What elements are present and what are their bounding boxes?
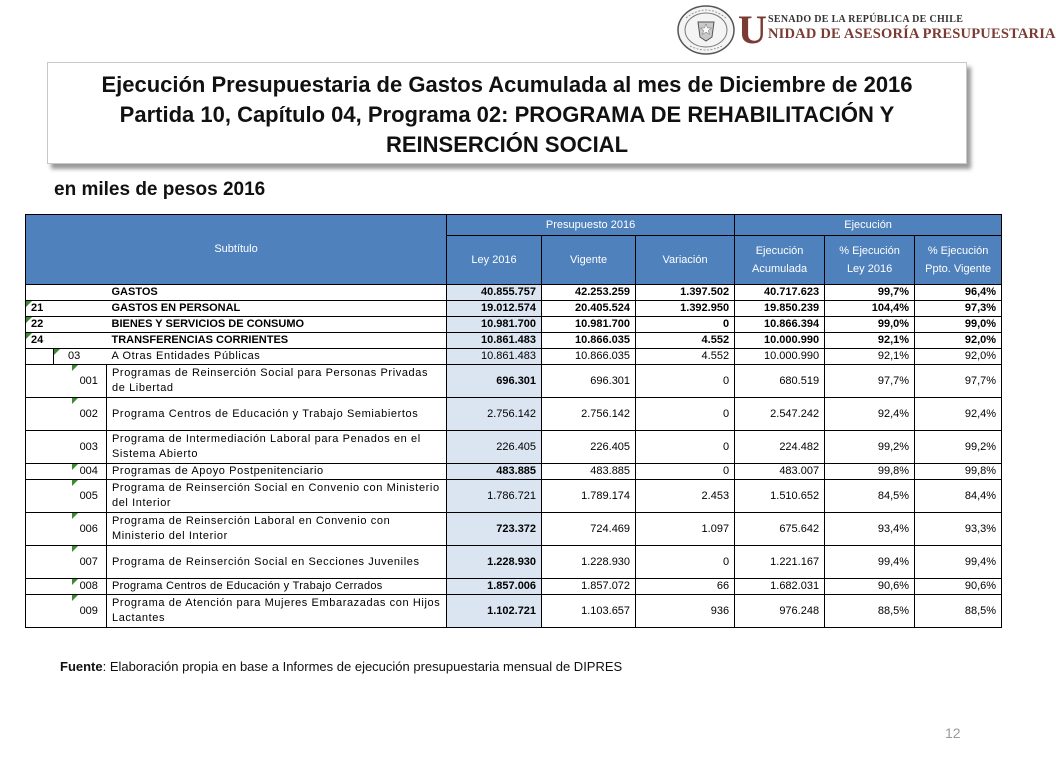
- row-vigente: 20.405.524: [542, 301, 636, 317]
- row-indent: [26, 579, 72, 595]
- table-row: [26, 317, 1002, 333]
- logo-unidad-text: NIDAD DE ASESORÍA PRESUPUESTARIA: [768, 26, 1056, 42]
- row-vigente: 2.756.142: [542, 398, 636, 431]
- row-ley: 1.102.721: [447, 595, 542, 628]
- row-name: Programa de Atención para Mujeres Embarazadas con Hijos Lactantes: [107, 595, 447, 628]
- row-pct-vigente: 90,6%: [915, 579, 1002, 595]
- row-ley: 723.372: [447, 513, 542, 546]
- row-vigente: 483.885: [542, 464, 636, 480]
- row-pct-ley: 97,7%: [825, 365, 915, 398]
- row-variacion: 1.097: [636, 513, 735, 546]
- row-pct-ley: 92,1%: [825, 349, 915, 365]
- row-variacion: 0: [636, 365, 735, 398]
- row-code: 21: [26, 301, 107, 317]
- row-code: 009: [72, 595, 107, 628]
- row-pct-ley: 99,7%: [825, 285, 915, 301]
- row-pct-vigente: 92,0%: [915, 349, 1002, 365]
- row-variacion: 66: [636, 579, 735, 595]
- table-row: [26, 464, 1002, 480]
- senado-seal-icon: [676, 4, 736, 56]
- row-code: [26, 285, 107, 301]
- row-code: 008: [72, 579, 107, 595]
- title-line-3: REINSERCIÓN SOCIAL: [385, 132, 629, 157]
- table-row: [26, 349, 1002, 365]
- row-name: Programas de Apoyo Postpenitenciario: [107, 464, 447, 480]
- row-indent: [26, 480, 72, 513]
- row-indent: [26, 464, 72, 480]
- row-pct-vigente: 97,7%: [915, 365, 1002, 398]
- row-vigente: 10.981.700: [542, 317, 636, 333]
- row-pct-ley: 88,5%: [825, 595, 915, 628]
- row-pct-ley: 84,5%: [825, 480, 915, 513]
- row-ley: 10.861.483: [447, 349, 542, 365]
- header-vigente: Vigente: [542, 236, 636, 285]
- row-pct-vigente: 92,0%: [915, 333, 1002, 349]
- row-ejecucion: 40.717.623: [735, 285, 825, 301]
- row-variacion: 0: [636, 431, 735, 464]
- title-line-2: Partida 10, Capítulo 04, Programa 02: PROGRAMA DE REHABILITACIÓN Y: [119, 102, 895, 127]
- row-code: 004: [72, 464, 107, 480]
- source-text: : Elaboración propia en base a Informes de ejecución presupuestaria mensual de DIPRES: [102, 659, 623, 674]
- row-code: 22: [26, 317, 107, 333]
- row-pct-vigente: 93,3%: [915, 513, 1002, 546]
- row-code: 003: [72, 431, 107, 464]
- header-variacion: Variación: [636, 236, 735, 285]
- row-vigente: 1.103.657: [542, 595, 636, 628]
- row-vigente: 1.789.174: [542, 480, 636, 513]
- source-label: Fuente: [60, 659, 103, 674]
- row-ejecucion: 483.007: [735, 464, 825, 480]
- row-vigente: 696.301: [542, 365, 636, 398]
- row-code: 005: [72, 480, 107, 513]
- row-pct-vigente: 99,8%: [915, 464, 1002, 480]
- table-row: [26, 579, 1002, 595]
- row-name: Programas de Reinserción Social para Personas Privadas de Libertad: [107, 365, 447, 398]
- row-name: A Otras Entidades Públicas: [107, 349, 447, 365]
- row-name: Programa de Reinserción Social en Secciones Juveniles: [107, 546, 447, 579]
- row-ejecucion: 2.547.242: [735, 398, 825, 431]
- row-indent: [26, 398, 72, 431]
- row-ley: 10.981.700: [447, 317, 542, 333]
- title-line-1: Ejecución Presupuestaria de Gastos Acumulada al mes de Diciembre de 2016: [101, 72, 913, 97]
- row-name: Programa de Reinserción Social en Convenio con Ministerio del Interior: [107, 480, 447, 513]
- row-indent: [26, 546, 72, 579]
- row-ley: 226.405: [447, 431, 542, 464]
- row-ley: 10.861.483: [447, 333, 542, 349]
- table-row: [26, 513, 1002, 546]
- row-pct-vigente: 99,0%: [915, 317, 1002, 333]
- page-number: 12: [945, 725, 961, 741]
- row-code: 006: [72, 513, 107, 546]
- row-ejecucion: 19.850.239: [735, 301, 825, 317]
- row-name: Programa Centros de Educación y Trabajo Semiabiertos: [107, 398, 447, 431]
- row-pct-vigente: 92,4%: [915, 398, 1002, 431]
- header-subtitulo: Subtítulo: [26, 215, 447, 285]
- header-ley: Ley 2016: [447, 236, 542, 285]
- row-variacion: 0: [636, 464, 735, 480]
- row-name: Programa Centros de Educación y Trabajo Cerrados: [107, 579, 447, 595]
- row-code: 007: [72, 546, 107, 579]
- senado-logo: [676, 4, 1056, 56]
- table-row: [26, 595, 1002, 628]
- row-ley: 696.301: [447, 365, 542, 398]
- table-row: [26, 546, 1002, 579]
- row-vigente: 42.253.259: [542, 285, 636, 301]
- logo-big-letter: U: [738, 7, 767, 52]
- row-code: 001: [72, 365, 107, 398]
- row-ejecucion: 10.000.990: [735, 333, 825, 349]
- row-indent: [26, 431, 72, 464]
- row-ley: 2.756.142: [447, 398, 542, 431]
- header-pct-ley: % Ejecución Ley 2016: [825, 236, 915, 285]
- row-pct-vigente: 99,4%: [915, 546, 1002, 579]
- row-vigente: 226.405: [542, 431, 636, 464]
- row-ejecucion: 1.682.031: [735, 579, 825, 595]
- row-pct-ley: 92,1%: [825, 333, 915, 349]
- source-note: [60, 659, 622, 674]
- row-ejecucion: 680.519: [735, 365, 825, 398]
- row-name: Programa de Intermediación Laboral para Penados en el Sistema Abierto: [107, 431, 447, 464]
- row-name: BIENES Y SERVICIOS DE CONSUMO: [107, 317, 447, 333]
- row-code: 03: [54, 349, 107, 365]
- row-vigente: 1.857.072: [542, 579, 636, 595]
- row-ley: 19.012.574: [447, 301, 542, 317]
- row-pct-vigente: 96,4%: [915, 285, 1002, 301]
- row-ley: 1.228.930: [447, 546, 542, 579]
- row-ley: 40.855.757: [447, 285, 542, 301]
- row-ley: 1.786.721: [447, 480, 542, 513]
- row-pct-vigente: 88,5%: [915, 595, 1002, 628]
- row-pct-ley: 104,4%: [825, 301, 915, 317]
- row-indent: [26, 349, 54, 365]
- row-variacion: 4.552: [636, 333, 735, 349]
- table-row: [26, 333, 1002, 349]
- units-subtitle: en miles de pesos 2016: [54, 179, 266, 200]
- header-presupuesto: Presupuesto 2016: [447, 215, 735, 236]
- row-variacion: 2.453: [636, 480, 735, 513]
- title-box: [47, 62, 967, 164]
- row-name: Programa de Reinserción Laboral en Convenio con Ministerio del Interior: [107, 513, 447, 546]
- row-pct-vigente: 97,3%: [915, 301, 1002, 317]
- row-name: GASTOS EN PERSONAL: [107, 301, 447, 317]
- table-row: [26, 431, 1002, 464]
- row-pct-vigente: 99,2%: [915, 431, 1002, 464]
- row-vigente: 10.866.035: [542, 333, 636, 349]
- row-ejecucion: 1.510.652: [735, 480, 825, 513]
- row-ejecucion: 10.000.990: [735, 349, 825, 365]
- row-variacion: 0: [636, 546, 735, 579]
- row-indent: [26, 365, 72, 398]
- row-ejecucion: 675.642: [735, 513, 825, 546]
- row-variacion: 4.552: [636, 349, 735, 365]
- row-pct-ley: 93,4%: [825, 513, 915, 546]
- row-code: 24: [26, 333, 107, 349]
- table-row: [26, 365, 1002, 398]
- row-vigente: 1.228.930: [542, 546, 636, 579]
- row-indent: [26, 513, 72, 546]
- row-name: GASTOS: [107, 285, 447, 301]
- row-code: 002: [72, 398, 107, 431]
- row-variacion: 1.392.950: [636, 301, 735, 317]
- table-row: [26, 285, 1002, 301]
- row-ejecucion: 10.866.394: [735, 317, 825, 333]
- row-name: TRANSFERENCIAS CORRIENTES: [107, 333, 447, 349]
- row-pct-ley: 92,4%: [825, 398, 915, 431]
- row-pct-vigente: 84,4%: [915, 480, 1002, 513]
- row-ley: 1.857.006: [447, 579, 542, 595]
- row-pct-ley: 99,4%: [825, 546, 915, 579]
- row-pct-ley: 90,6%: [825, 579, 915, 595]
- row-pct-ley: 99,8%: [825, 464, 915, 480]
- table-row: [26, 398, 1002, 431]
- table-row: [26, 480, 1002, 513]
- header-ejecucion: Ejecución: [735, 215, 1002, 236]
- budget-table: [25, 214, 1002, 628]
- row-variacion: 1.397.502: [636, 285, 735, 301]
- row-variacion: 0: [636, 317, 735, 333]
- row-ejecucion: 224.482: [735, 431, 825, 464]
- row-ley: 483.885: [447, 464, 542, 480]
- row-pct-ley: 99,0%: [825, 317, 915, 333]
- row-vigente: 724.469: [542, 513, 636, 546]
- logo-senado-text: SENADO DE LA REPÚBLICA DE CHILE: [768, 14, 964, 25]
- header-ejecucion-acumulada: Ejecución Acumulada: [735, 236, 825, 285]
- row-variacion: 936: [636, 595, 735, 628]
- row-vigente: 10.866.035: [542, 349, 636, 365]
- row-pct-ley: 99,2%: [825, 431, 915, 464]
- row-ejecucion: 1.221.167: [735, 546, 825, 579]
- header-pct-vigente: % Ejecución Ppto. Vigente: [915, 236, 1002, 285]
- row-ejecucion: 976.248: [735, 595, 825, 628]
- table-row: [26, 301, 1002, 317]
- row-variacion: 0: [636, 398, 735, 431]
- row-indent: [26, 595, 72, 628]
